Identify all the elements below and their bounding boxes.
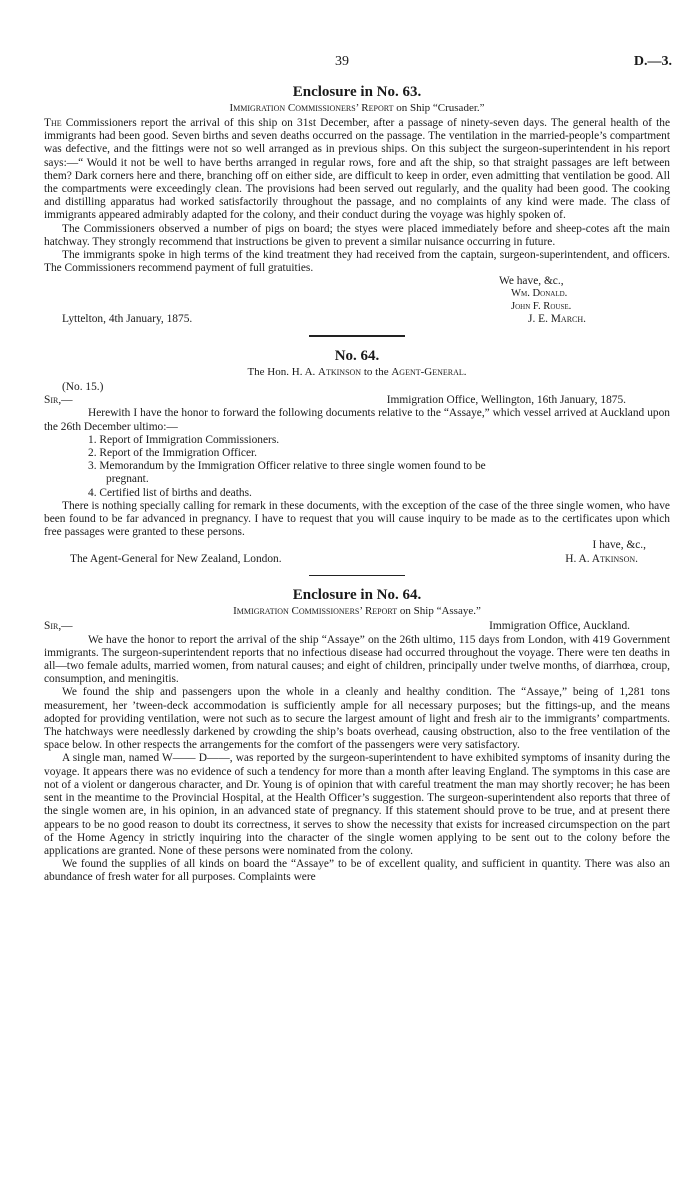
- document-reference: D.—3.: [633, 54, 672, 69]
- list-item: 3. Memorandum by the Immigration Officer relative to three single women found to be: [88, 460, 486, 473]
- letter-64-paragraph-2: There is nothing specially calling for remark in these documents, with the exception of the case of the three single women, who have been found to be far advanced in pregnancy. I have to request that you will cause inquiry to be made as to the certificates upon which free passages were granted to these persons.: [44, 499, 670, 539]
- subtitle-rest: on Ship “Assaye.”: [397, 605, 481, 618]
- subtitle-smallcaps: Agent-General.: [391, 366, 467, 379]
- list-item: 4. Certified list of births and deaths.: [88, 486, 252, 499]
- enclosure-64-paragraph-2: We found the ship and passengers upon the whole in a cleanly and healthy condition. The “Assaye,” being of 1,281 tons measurement, her ’tween-deck accommodation is sufficiently ample for all necessary purposes; but the fittings-up, and the means adopted for providing ventilation, were not such as to secure the largest amount of light and fresh air to the immigrants’ compartments. The hatchways were needlessly darkened by crowding the ship’s boats overhead, causing obstruction, also to the free ventilation of the space below. In other respects the arrangements for the comfort of the passengers were very satisfactory.: [44, 686, 670, 752]
- paragraph-lead: The: [44, 117, 62, 129]
- letter-64-subtitle: [44, 365, 670, 379]
- signature-march: J. E. March.: [528, 313, 586, 326]
- subtitle-smallcaps: Immigration Commissioners’ Report: [229, 102, 394, 114]
- section-divider: [309, 335, 405, 337]
- place-date: Lyttelton, 4th January, 1875.: [62, 313, 193, 326]
- letter-64: [44, 347, 670, 566]
- subtitle-smallcaps: Immigration Commissioners’ Report: [233, 605, 398, 618]
- salutation: Sir,—: [44, 620, 73, 633]
- salutation-row: [44, 394, 670, 407]
- subtitle-part: The Hon. H. A.: [247, 366, 319, 379]
- salutation-row: [44, 620, 670, 633]
- list-item: 2. Report of the Immigration Officer.: [88, 447, 258, 460]
- page-number: 39: [335, 54, 349, 69]
- addressee: The Agent-General for New Zealand, London.: [70, 552, 282, 565]
- subtitle-part: to the: [361, 366, 392, 379]
- enclosure-63-paragraph-3: The immigrants spoke in high terms of the kind treatment they had received from the captain, surgeon-superintendent, and officers. The Commissioners recommend payment of full gratuities.: [44, 249, 670, 275]
- enclosure-63-subtitle: [44, 101, 670, 115]
- enclosure-64-subtitle: [44, 604, 670, 618]
- enclosure-64-paragraph-4: We found the supplies of all kinds on board the “Assaye” to be of excellent quality, and sufficient in quantity. There was also an abundance of fresh water for all purposes. Complaints were: [44, 858, 670, 884]
- paragraph-text: Commissioners report the arrival of this ship on 31st December, after a passage of ninety-seven days. The general health of the immigrants had been good. Seven births and seven deaths occurred on the passage. The ventilation in the married-people’s compartment was defective, and the fittings were not so well arranged as in previous ships. On this subject the surgeon-superintendent in his report says:—“ Would it not be well to have berths arranged in regular rows, fore and aft the ship, so that straight passages are left between them? Dark corners here and there, branching off on either side, are difficult to keep in order, even admitting that ventilation be good. All the compartments were exceedingly clean. The provisions had been served out regularly, and the quality had been good. The cooking and distilling apparatus had worked satisfactorily throughout the passage, and no complaints of any kind were made. The class of immigrants appeared admirably adapted for the colony, and their conduct during the voyage was highly spoken of.: [44, 117, 670, 222]
- signature-atkinson: H. A. Atkinson.: [565, 552, 638, 565]
- place-date-row: [44, 313, 670, 326]
- enclosure-63-signatures: [44, 275, 670, 313]
- document-body: [44, 55, 670, 885]
- enclosure-63-paragraph-2: The Commissioners observed a number of pigs on board; the styes were placed immediately before and sheep-cotes aft the main hatchway. They strongly recommend that instructions be given to prevent a similar nuisance occurring in future.: [44, 222, 670, 248]
- letter-64-title: No. 64.: [334, 348, 380, 365]
- document-list: [44, 434, 670, 500]
- subtitle-smallcaps: Atkinson: [318, 366, 362, 379]
- sender-address: Immigration Office, Auckland.: [489, 620, 630, 633]
- enclosure-64-paragraph-1: We have the honor to report the arrival of the ship “Assaye” on the 26th ultimo, 115 days from London, with 419 Government immigrants. The surgeon-superintendent reports that no infectious disease had occurred throughout the voyage. There were ten deaths in all—two female adults, married women, from natural causes; and eight of children, principally under twelve months, of diarrhœa, croup, consumption, and meningitis.: [44, 633, 670, 686]
- enclosure-63-paragraph-1: [44, 117, 670, 223]
- signature-donald: Wm. Donald.: [511, 288, 568, 300]
- addressee-row: [44, 553, 670, 566]
- signature-rouse: John F. Rouse.: [511, 300, 572, 312]
- sender-address: Immigration Office, Wellington, 16th January, 1875.: [386, 394, 626, 407]
- letter-reference: (No. 15.): [62, 381, 104, 394]
- letter-64-paragraph-1: Herewith I have the honor to forward the following documents relative to the “Assaye,” which vessel arrived at Auckland upon the 26th December ultimo:—: [44, 407, 670, 433]
- enclosure-64: [44, 586, 670, 884]
- enclosure-64-title: Enclosure in No. 64.: [292, 587, 422, 604]
- enclosure-63-title: Enclosure in No. 63.: [292, 84, 422, 100]
- enclosure-63: [44, 83, 670, 326]
- closing-phrase: I have, &c.,: [592, 539, 646, 552]
- subtitle-rest: on Ship “Crusader.”: [393, 102, 485, 114]
- section-divider: [309, 575, 405, 577]
- enclosure-64-paragraph-3: A single man, named W—— D——, was reported by the surgeon-superintendent to have exhibited symptoms of insanity during the voyage. It appears there was no evidence of such a tendency for more than a month after leaving England. The symptoms in this case are not of a violent or dangerous character, and Dr. Young is of opinion that with careful treatment the man may shortly recover; he has been sent in the meantime to the Provincial Hospital, at the Health Officer’s suggestion. The surgeon-superintendent also reports that three of the single women are, in his opinion, in an advanced state of pregnancy. If this statement should prove to be true, and at present there appears to be no good reason to doubt its correctness, it serves to show the necessity that exists for increased circumspection on the part of the Home Agency in strictly inquiring into the character of the single women applying to be sent out to the colony before the applications are granted. None of these persons were nominated from the colony.: [44, 752, 670, 857]
- closing-phrase: We have, &c.,: [499, 275, 564, 288]
- list-item: 1. Report of Immigration Commissioners.: [88, 433, 280, 446]
- salutation: Sir,—: [44, 394, 73, 407]
- list-item-continuation: pregnant.: [106, 473, 149, 486]
